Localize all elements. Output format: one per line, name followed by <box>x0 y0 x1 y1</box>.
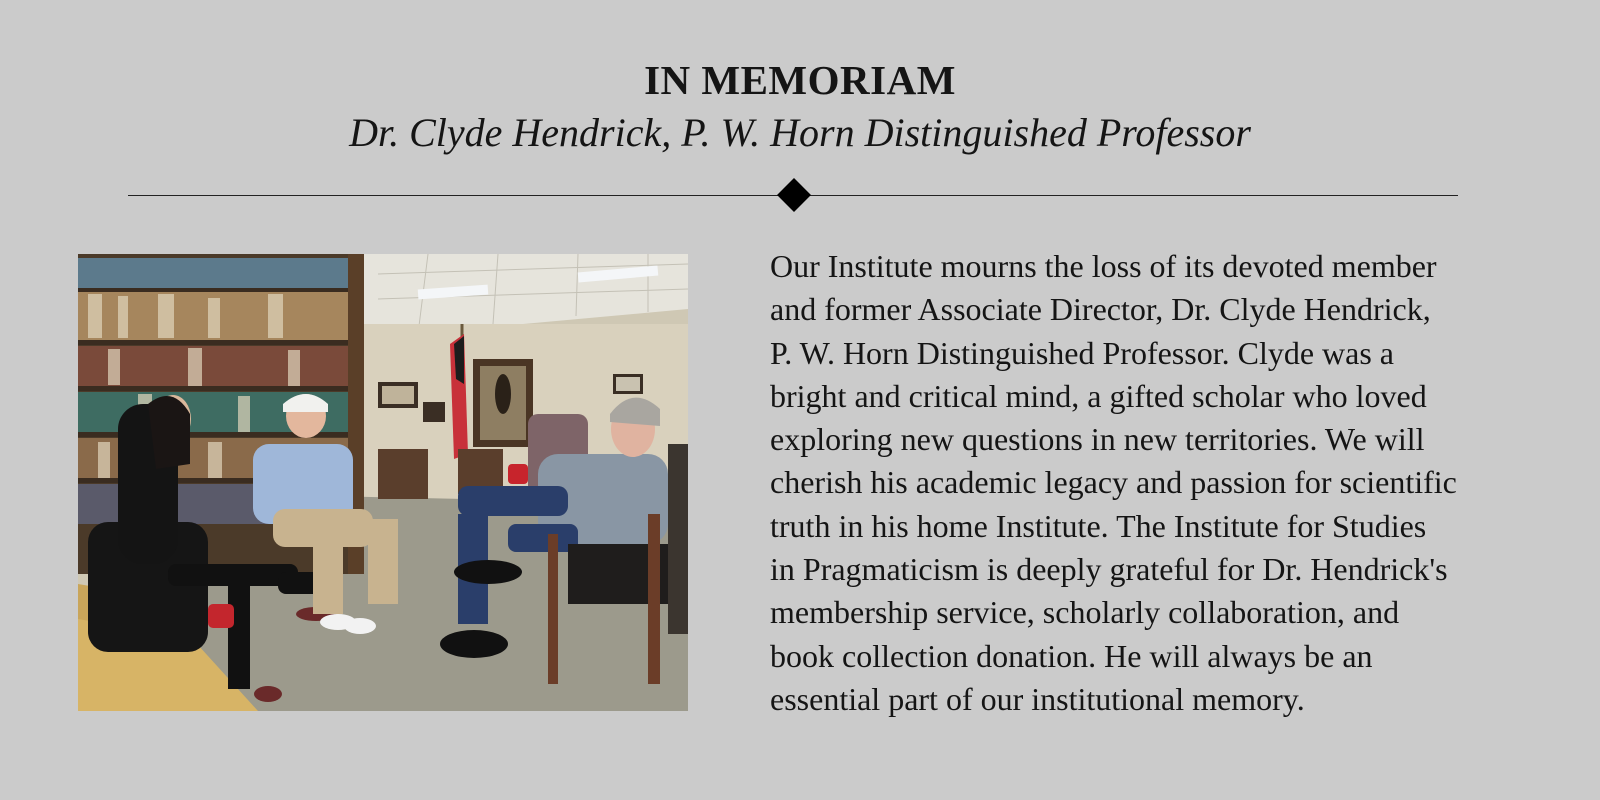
body-line: membership service, scholarly collaboration, and <box>770 594 1400 631</box>
memorial-photo <box>78 254 688 711</box>
body-line: truth in his home Institute. The Institute for Studies <box>770 507 1427 544</box>
body-line: Our Institute mourns the loss of its devoted member <box>770 248 1437 284</box>
body-line: and former Associate Director, Dr. Clyde Hendrick, <box>770 291 1431 328</box>
body-line: P. W. Horn Distinguished Professor. Clyde was a <box>770 334 1394 371</box>
memorial-text <box>770 245 1540 721</box>
body-line: exploring new questions in new territories. We will <box>770 421 1425 458</box>
body-line: essential part of our institutional memory. <box>770 680 1305 717</box>
body-line: in Pragmaticism is deeply grateful for Dr. Hendrick's <box>770 551 1448 588</box>
page-title: IN MEMORIAM <box>644 57 956 103</box>
body-line: bright and critical mind, a gifted scholar who loved <box>770 377 1427 414</box>
page-subtitle: Dr. Clyde Hendrick, P. W. Horn Distinguished Professor <box>349 110 1251 155</box>
body-line: cherish his academic legacy and passion for scientific <box>770 464 1457 501</box>
body-line: book collection donation. He will always be an <box>770 637 1373 674</box>
diamond-ornament-icon <box>777 178 811 212</box>
